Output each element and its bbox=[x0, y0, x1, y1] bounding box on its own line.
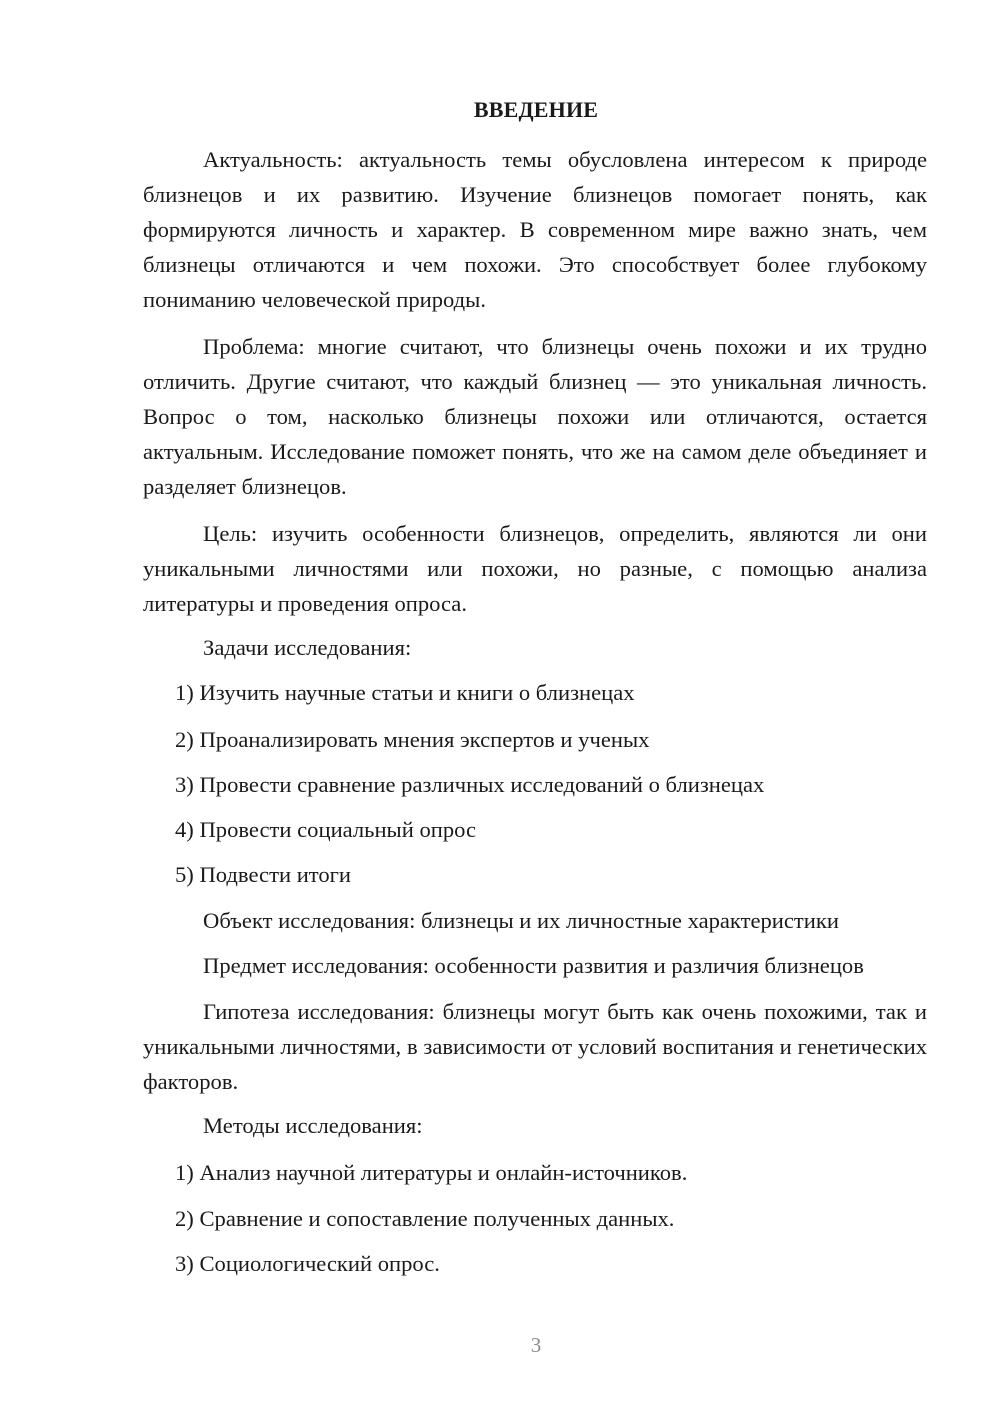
problem-paragraph: Проблема: многие считают, что близнецы очень похожи и их трудно отличить. Другие считают, что каждый близнец — это уникальная личность. Вопрос о том, насколько близнецы похожи или отличаются, остается актуальным. Исследование поможет понять, что же на самом деле объединяет и разделяет близнецов. bbox=[143, 334, 927, 499]
research-subject: Предмет исследования: особенности развития и различия близнецов bbox=[203, 953, 864, 978]
method-item-1: 1) Анализ научной литературы и онлайн-источников. bbox=[175, 1160, 688, 1185]
method-item-2: 2) Сравнение и сопоставление полученных данных. bbox=[175, 1206, 675, 1231]
task-item-3: 3) Провести сравнение различных исследований о близнецах bbox=[175, 772, 765, 797]
tasks-title: Задачи исследования: bbox=[203, 635, 412, 660]
relevance-paragraph: Актуальность: актуальность темы обусловлена интересом к природе близнецов и их развитию. Изучение близнецов помогает понять, как формируются личность и характер. В современном мире важно знать, чем близнецы отличаются и чем похожи. Это способствует более глубокому пониманию человеческой природы. bbox=[143, 147, 927, 312]
task-item-1: 1) Изучить научные статьи и книги о близнецах bbox=[175, 680, 635, 705]
task-item-5: 5) Подвести итоги bbox=[175, 862, 352, 887]
method-item-3: 3) Социологический опрос. bbox=[175, 1251, 440, 1276]
goal-paragraph: Цель: изучить особенности близнецов, определить, являются ли они уникальными личностями или похожи, но разные, с помощью анализа литературы и проведения опроса. bbox=[143, 521, 927, 616]
task-item-4: 4) Провести социальный опрос bbox=[175, 817, 477, 842]
page-heading: ВВЕДЕНИЕ bbox=[473, 97, 599, 122]
page-number: 3 bbox=[530, 1333, 542, 1357]
task-item-2: 2) Проанализировать мнения экспертов и ученых bbox=[175, 727, 650, 752]
hypothesis-paragraph: Гипотеза исследования: близнецы могут быть как очень похожими, так и уникальными личностями, в зависимости от условий воспитания и генетических факторов. bbox=[143, 999, 927, 1094]
research-object: Объект исследования: близнецы и их личностные характеристики bbox=[203, 908, 839, 933]
methods-title: Методы исследования: bbox=[203, 1113, 423, 1138]
